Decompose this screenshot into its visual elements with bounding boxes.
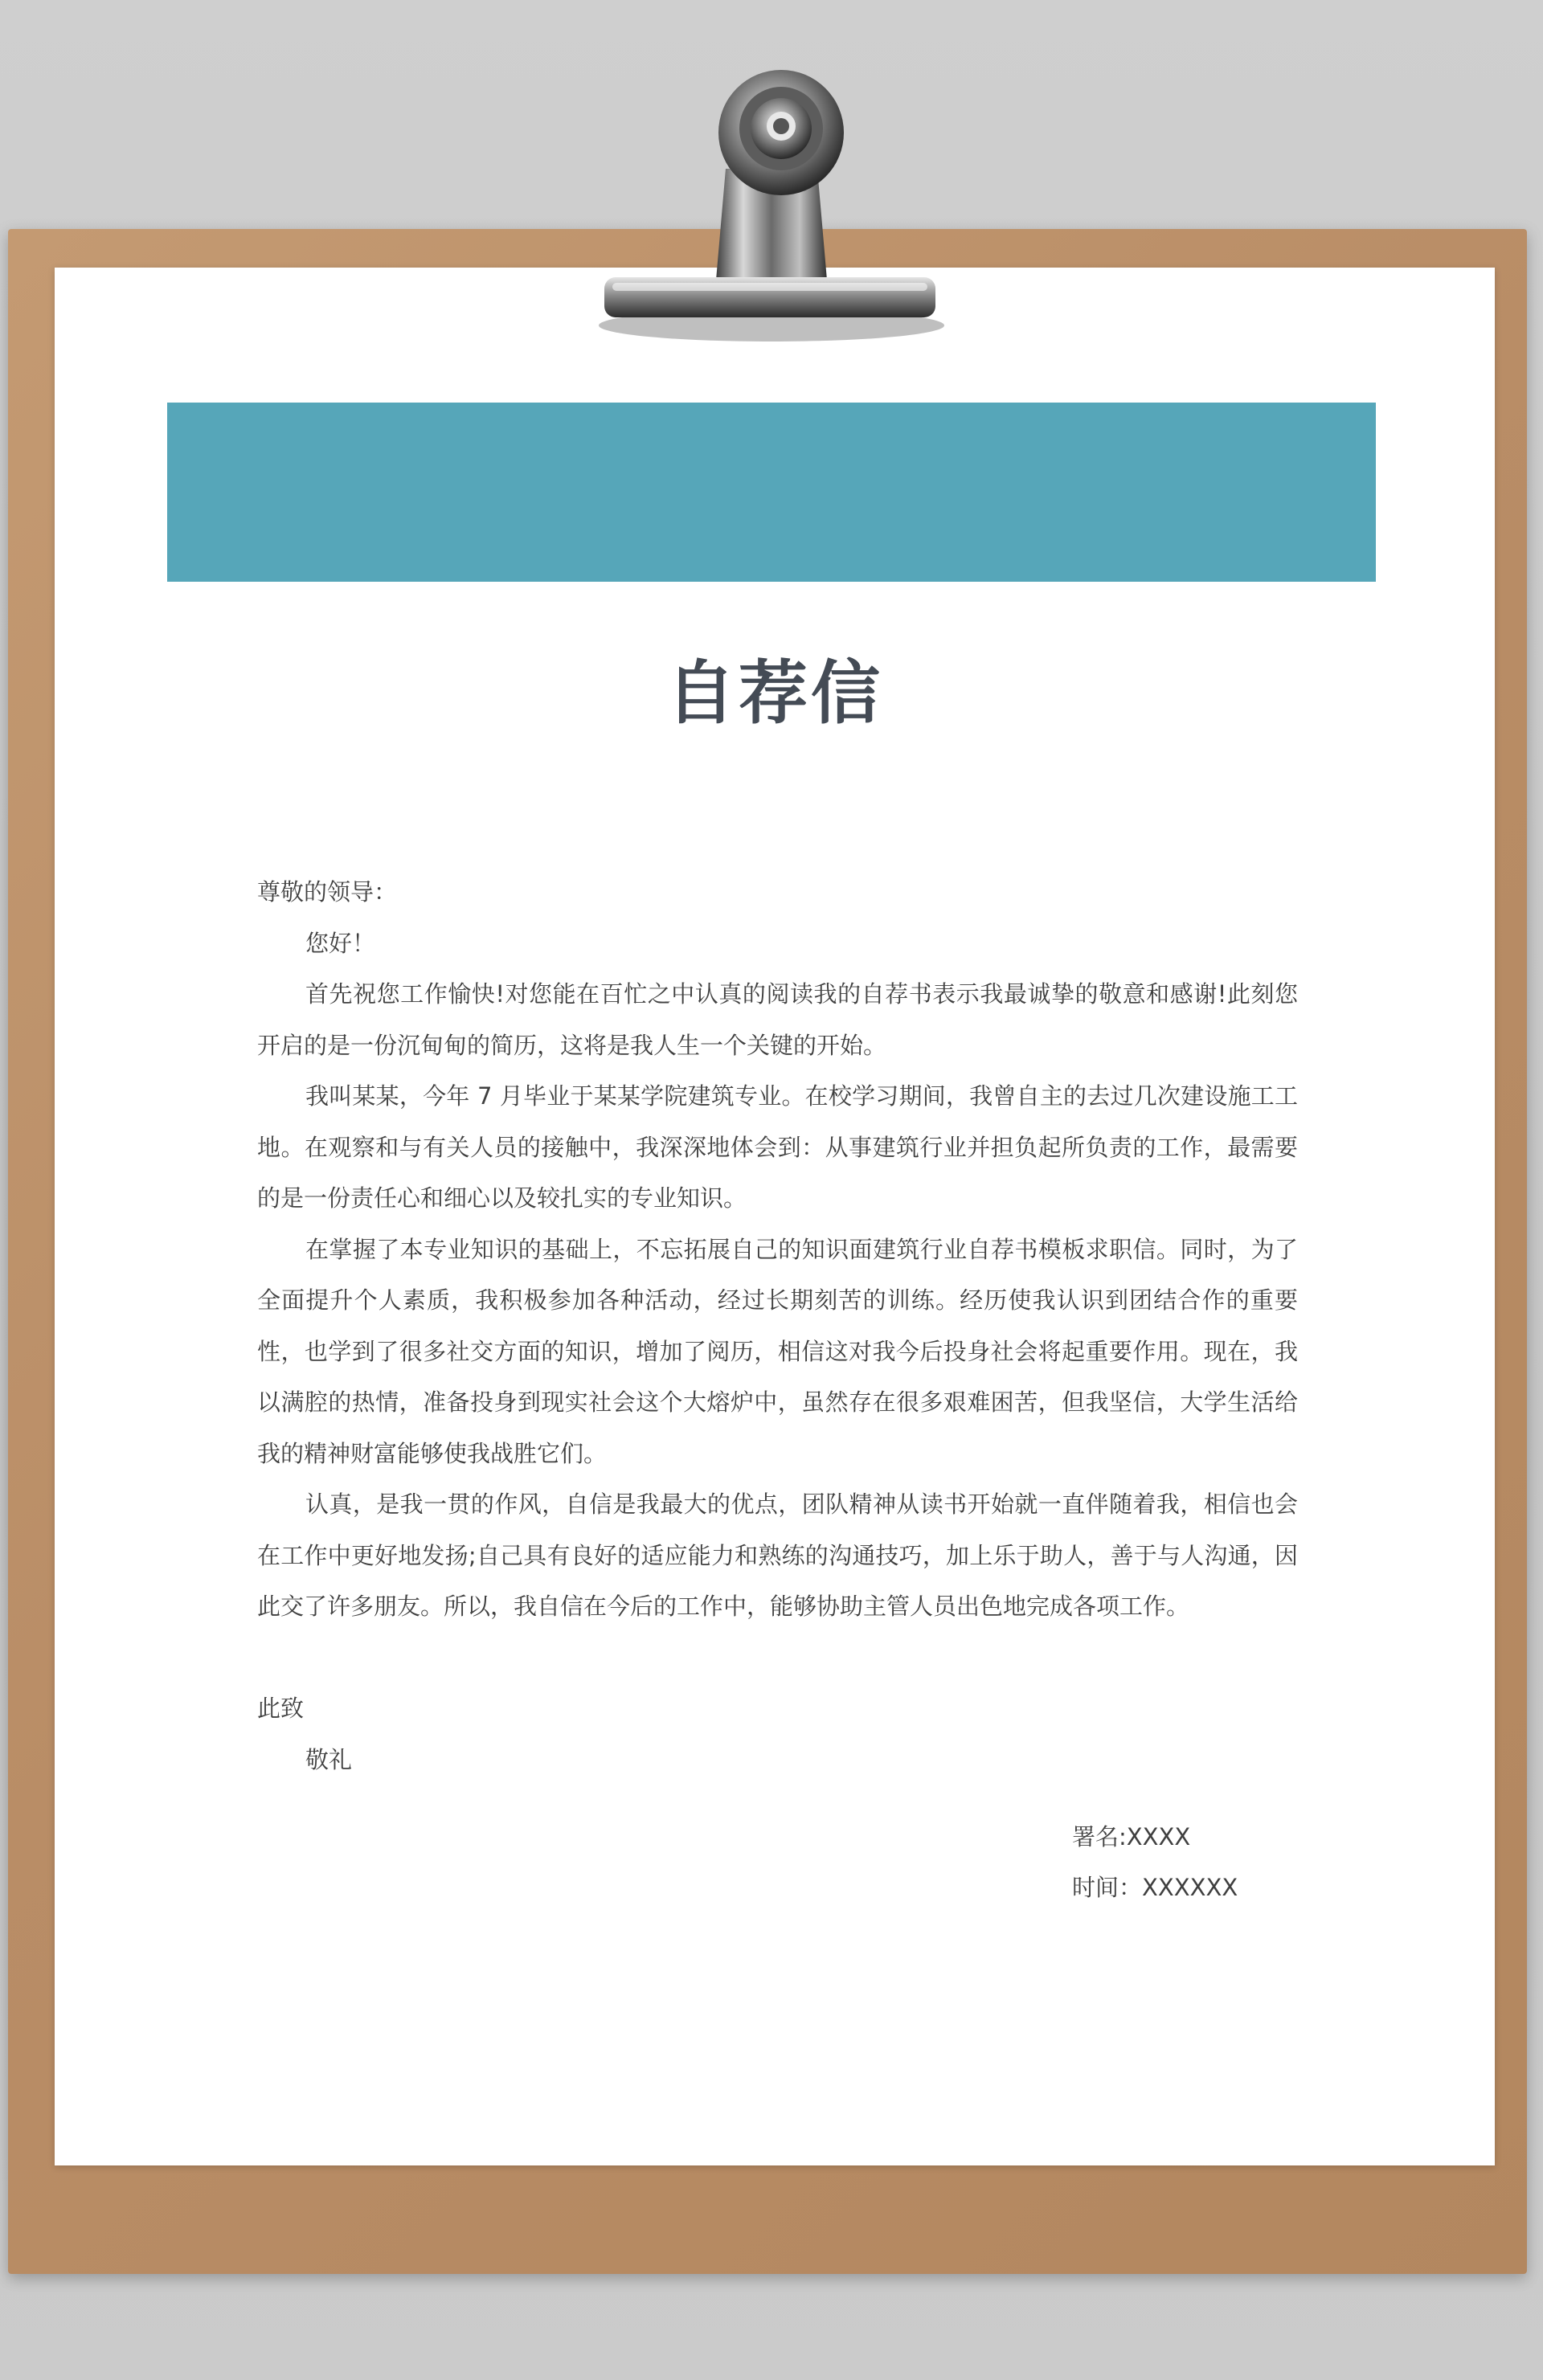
salutation: 尊敬的领导： [257, 878, 398, 906]
paragraph-2: 我叫某某，今年 7 月毕业于某某学院建筑专业。在校学习期间，我曾自主的去过几次建设施工工地。在观察和与有关人员的接触中，我深深地体会到：从事建筑行业并担负起所负责的工作，最需要的是一份责任心和细心以及较扎实的专业知识。 [257, 1082, 1298, 1212]
paragraph-1: 首先祝您工作愉快!对您能在百忙之中认真的阅读我的自荐书表示我最诚挚的敬意和感谢!此刻您开启的是一份沉甸甸的简历，这将是我人生一个关键的开始。 [257, 980, 1298, 1059]
letter-title: 自荐信 [666, 653, 883, 734]
letter-body [257, 867, 1298, 1785]
paragraph-3: 在掌握了本专业知识的基础上，不忘拓展自己的知识面建筑行业自荐书模板求职信。同时，为了全面提升个人素质，我积极参加各种活动，经过长期刻苦的训练。经历使我认识到团结合作的重要性，也学到了很多社交方面的知识，增加了阅历，相信这对我今后投身社会将起重要作用。现在，我以满腔的热情，准备投身到现实社会这个大熔炉中，虽然存在很多艰难困苦，但我坚信，大学生活给我的精神财富能够使我战胜它们。 [257, 1235, 1298, 1467]
letter-paper [55, 268, 1495, 2165]
date-line: 时间：XXXXXX [1072, 1874, 1238, 1901]
closing-line-2: 敬礼 [305, 1745, 353, 1773]
header-banner [167, 403, 1376, 582]
signature: 署名:XXXX [1072, 1823, 1191, 1850]
closing-line-1: 此致 [257, 1695, 305, 1722]
spacer [257, 1633, 1298, 1684]
paragraph-4: 认真，是我一贯的作风，自信是我最大的优点，团队精神从读书开始就一直伴随着我，相信也会在工作中更好地发扬;自己具有良好的适应能力和熟练的沟通技巧，加上乐于助人，善于与人沟通，因此交了许多朋友。所以，我自信在今后的工作中，能够协助主管人员出色地完成各项工作。 [257, 1491, 1298, 1620]
binder-clip-icon [579, 48, 964, 354]
greeting: 您好！ [305, 929, 376, 957]
